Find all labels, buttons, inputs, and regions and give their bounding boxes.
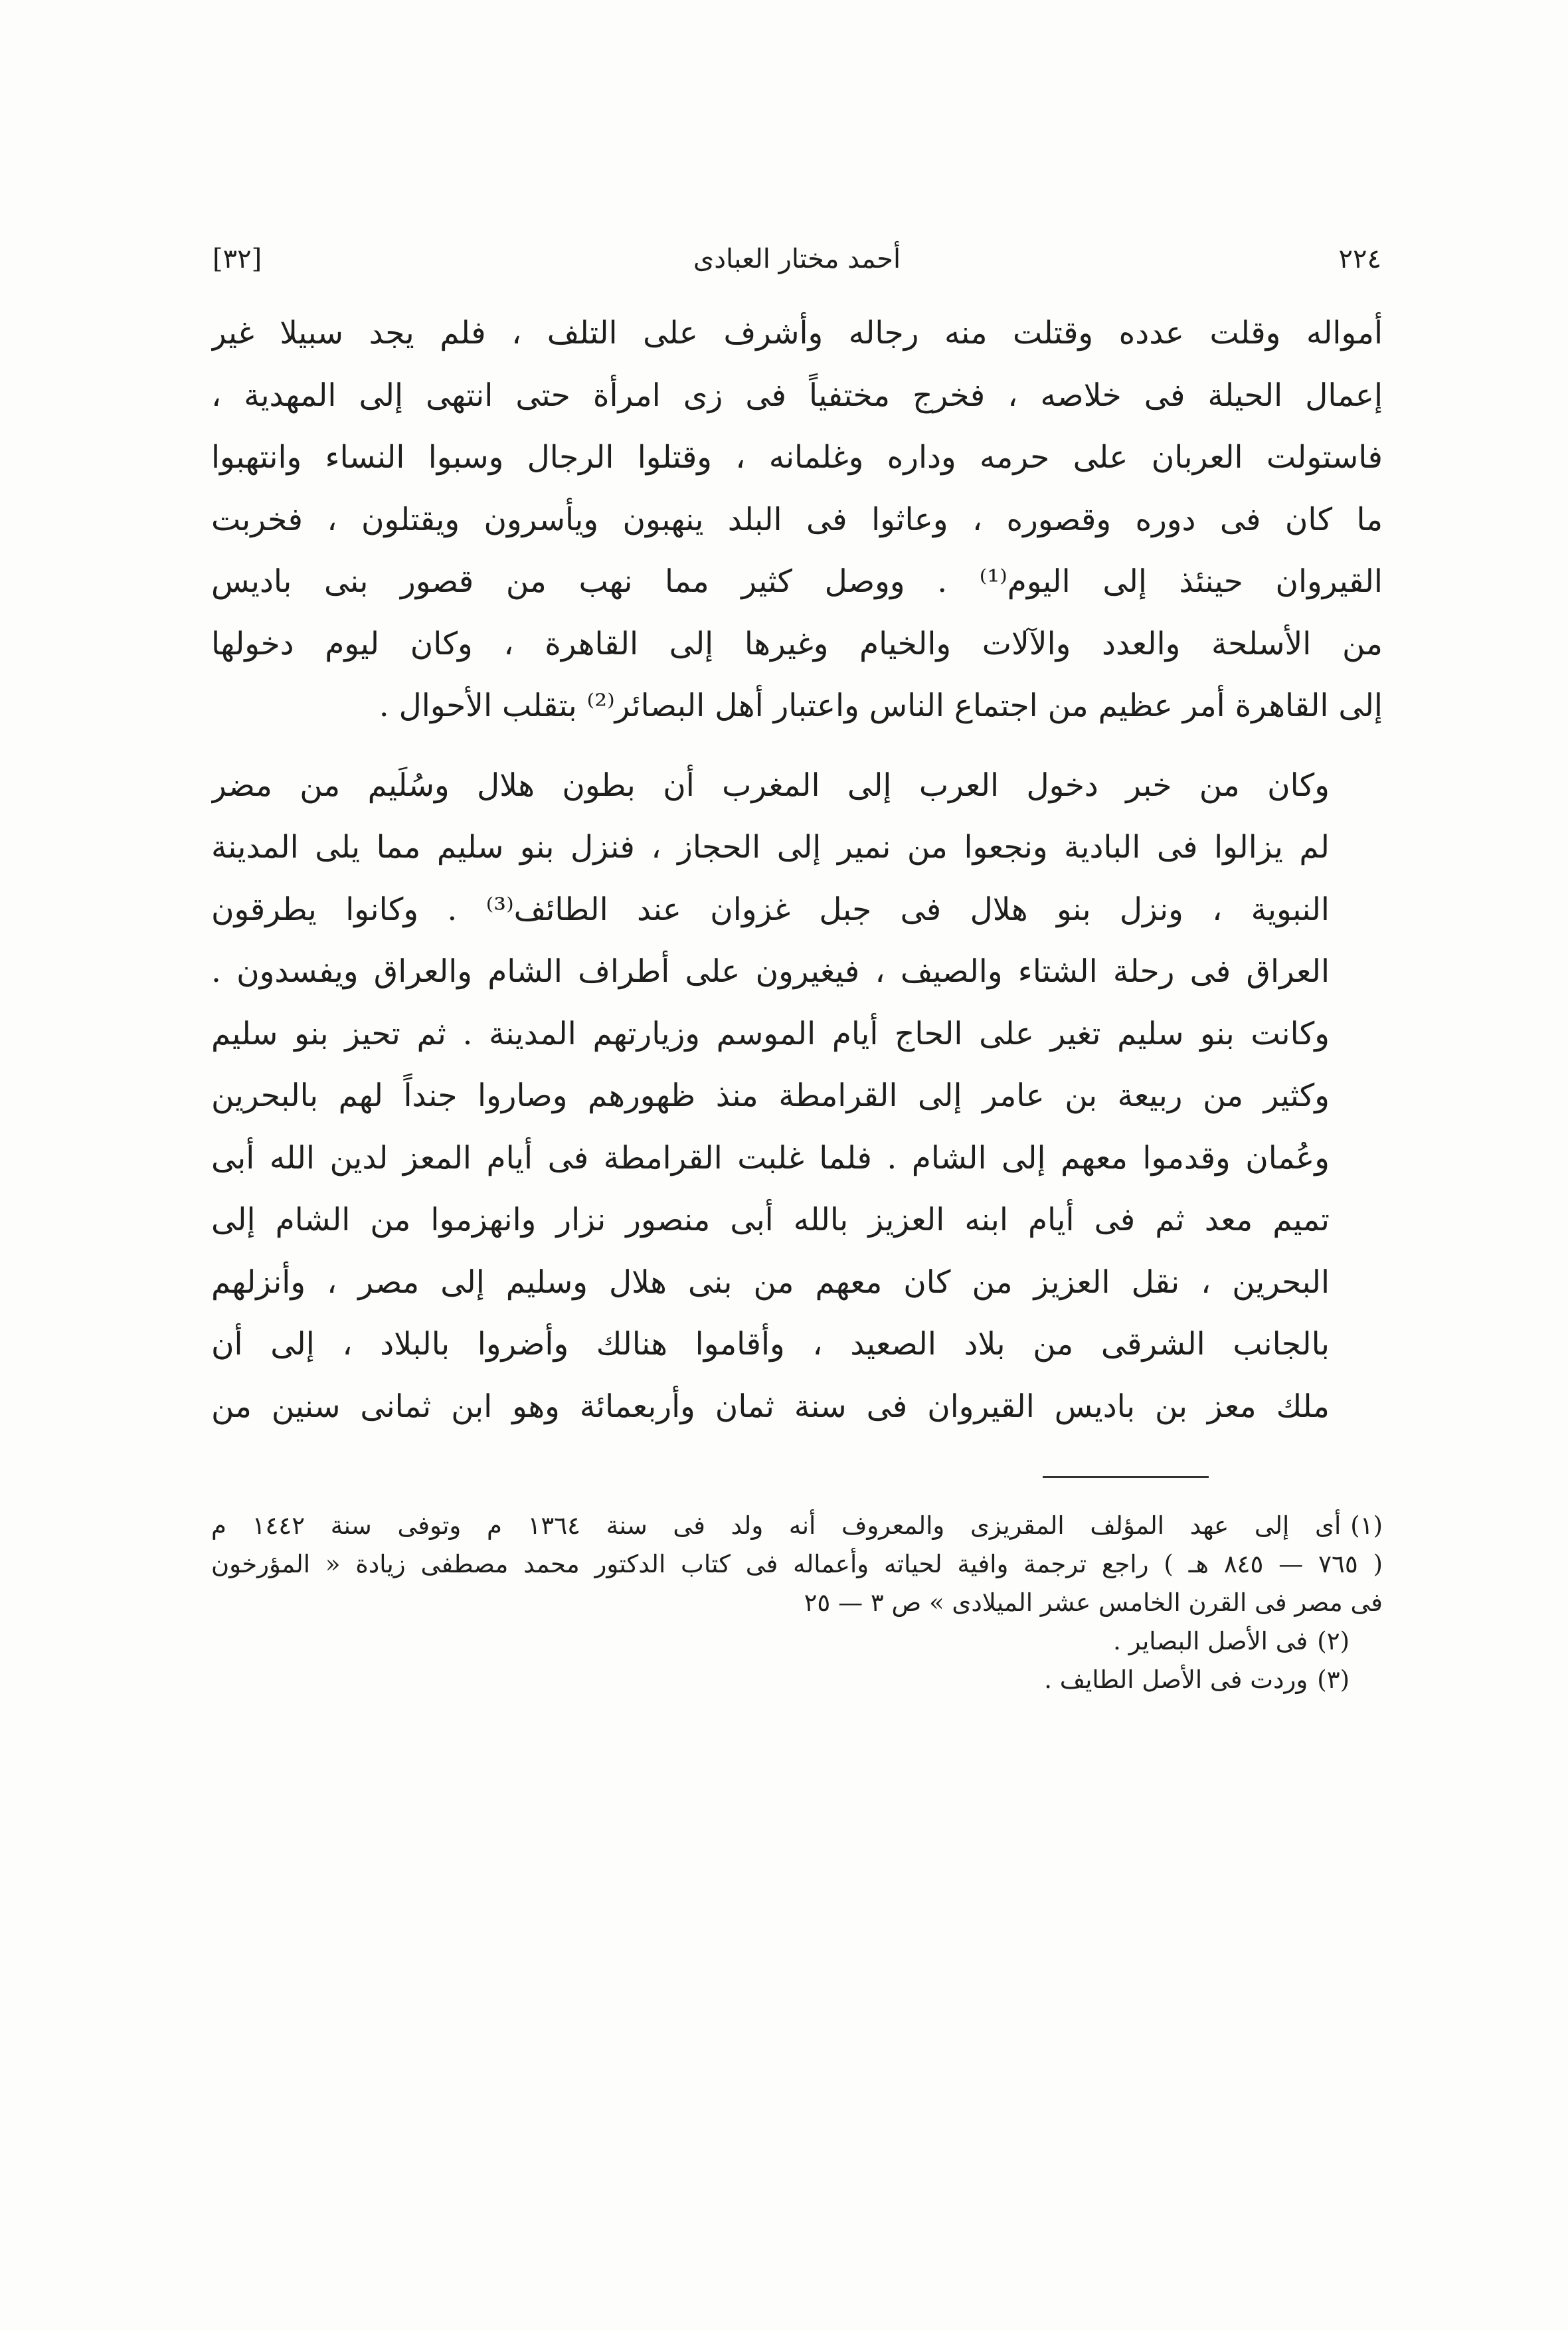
text-line: ما كان فى دوره وقصوره ، وعاثوا فى البلد ينهبون ويأسرون ويقتلون ، فخربت — [211, 501, 1383, 538]
footnote-text: وردت فى الأصل الطايف . — [1044, 1665, 1308, 1694]
text-line: من الأسلحة والعدد والآلات والخيام وغيرها إلى القاهرة ، وكان ليوم دخولها — [211, 625, 1383, 662]
page-number: ٢٢٤ — [1338, 244, 1381, 274]
text-line: أمواله وقلت عدده وقتلت منه رجاله وأشرف على التلف ، فلم يجد سبيلا غير — [211, 315, 1383, 351]
footnote-text: فى الأصل البصاير . — [1113, 1627, 1308, 1655]
text-line: البحرين ، نقل العزيز من كان معهم من بنى هلال وسليم إلى مصر ، وأنزلهم — [211, 1263, 1330, 1301]
text-line: وعُمان وقدموا معهم إلى الشام . فلما غلبت القرامطة فى أيام المعز لدين الله أبى — [211, 1139, 1330, 1176]
text-line: القيروان حينئذ إلى اليوم⁽¹⁾ . ووصل كثير مما نهب من قصور بنى باديس — [211, 563, 1383, 600]
text-line: بالجانب الشرقى من بلاد الصعيد ، وأقاموا هنالك وأضروا بالبلاد ، إلى أن — [211, 1326, 1330, 1362]
footnote-separator — [1043, 1476, 1209, 1478]
paragraph-2 — [211, 755, 1383, 1438]
footnote-number: (١) — [1350, 1511, 1383, 1540]
text-line: وكان من خبر دخول العرب إلى المغرب أن بطون هلال وسُلَيم من مضر — [211, 767, 1330, 804]
text-line: تميم معد ثم فى أيام ابنه العزيز بالله أبى منصور نزار وانهزموا من الشام إلى — [211, 1202, 1330, 1238]
footnotes — [211, 1507, 1383, 1699]
footnote-number: (٢) — [1317, 1627, 1350, 1655]
footnote-3 — [211, 1661, 1383, 1699]
footnote-1-continued: فى مصر فى القرن الخامس عشر الميلادى » ص ٣ — ٢٥ — [804, 1588, 1383, 1617]
footnote-2 — [211, 1622, 1383, 1661]
running-title: أحمد مختار العبادى — [693, 244, 901, 274]
page-header — [213, 239, 1381, 292]
main-text — [211, 302, 1383, 1438]
paragraph-1 — [211, 302, 1383, 737]
text-line: إلى القاهرة أمر عظيم من اجتماع الناس واعتبار أهل البصائر⁽²⁾ بتقلب الأحوال . — [379, 688, 1383, 724]
text-line: وكثير من ربيعة بن عامر إلى القرامطة منذ ظهورهم وصاروا جنداً لهم بالبحرين — [211, 1077, 1330, 1114]
text-line: ملك معز بن باديس القيروان فى سنة ثمان وأربعمائة وهو ابن ثمانى سنين من — [211, 1388, 1330, 1425]
footnote-text: أى إلى عهد المؤلف المقريزى والمعروف أنه ولد فى سنة ١٣٦٤ م وتوفى سنة ١٤٤٢ م — [211, 1511, 1342, 1540]
text-line: النبوية ، ونزل بنو هلال فى جبل غزوان عند الطائف⁽³⁾ . وكانوا يطرقون — [211, 891, 1330, 928]
text-line: إعمال الحيلة فى خلاصه ، فخرج مختفياً فى زى امرأة حتى انتهى إلى المهدية ، — [211, 377, 1383, 414]
footnote-1-continued: ( ٧٦٥ — ٨٤٥ هـ ) راجع ترجمة وافية لحياته وأعماله فى كتاب الدكتور محمد مصطفى زيادة « المؤرخون — [211, 1550, 1383, 1578]
text-line: فاستولت العربان على حرمه وداره وغلمانه ، وقتلوا الرجال وسبوا النساء وانتهبوا — [211, 439, 1383, 476]
text-line: لم يزالوا فى البادية ونجعوا من نمير إلى الحجاز ، فنزل بنو سليم مما يلى المدينة — [211, 829, 1330, 866]
text-line: العراق فى رحلة الشتاء والصيف ، فيغيرون على أطراف الشام والعراق ويفسدون . — [211, 953, 1330, 990]
footnote-1 — [211, 1507, 1383, 1545]
footnote-number: (٣) — [1317, 1665, 1350, 1694]
original-page-number: [٣٢] — [213, 244, 262, 274]
text-line: وكانت بنو سليم تغير على الحاج أيام الموسم وزيارتهم المدينة . ثم تحيز بنو سليم — [211, 1015, 1330, 1052]
